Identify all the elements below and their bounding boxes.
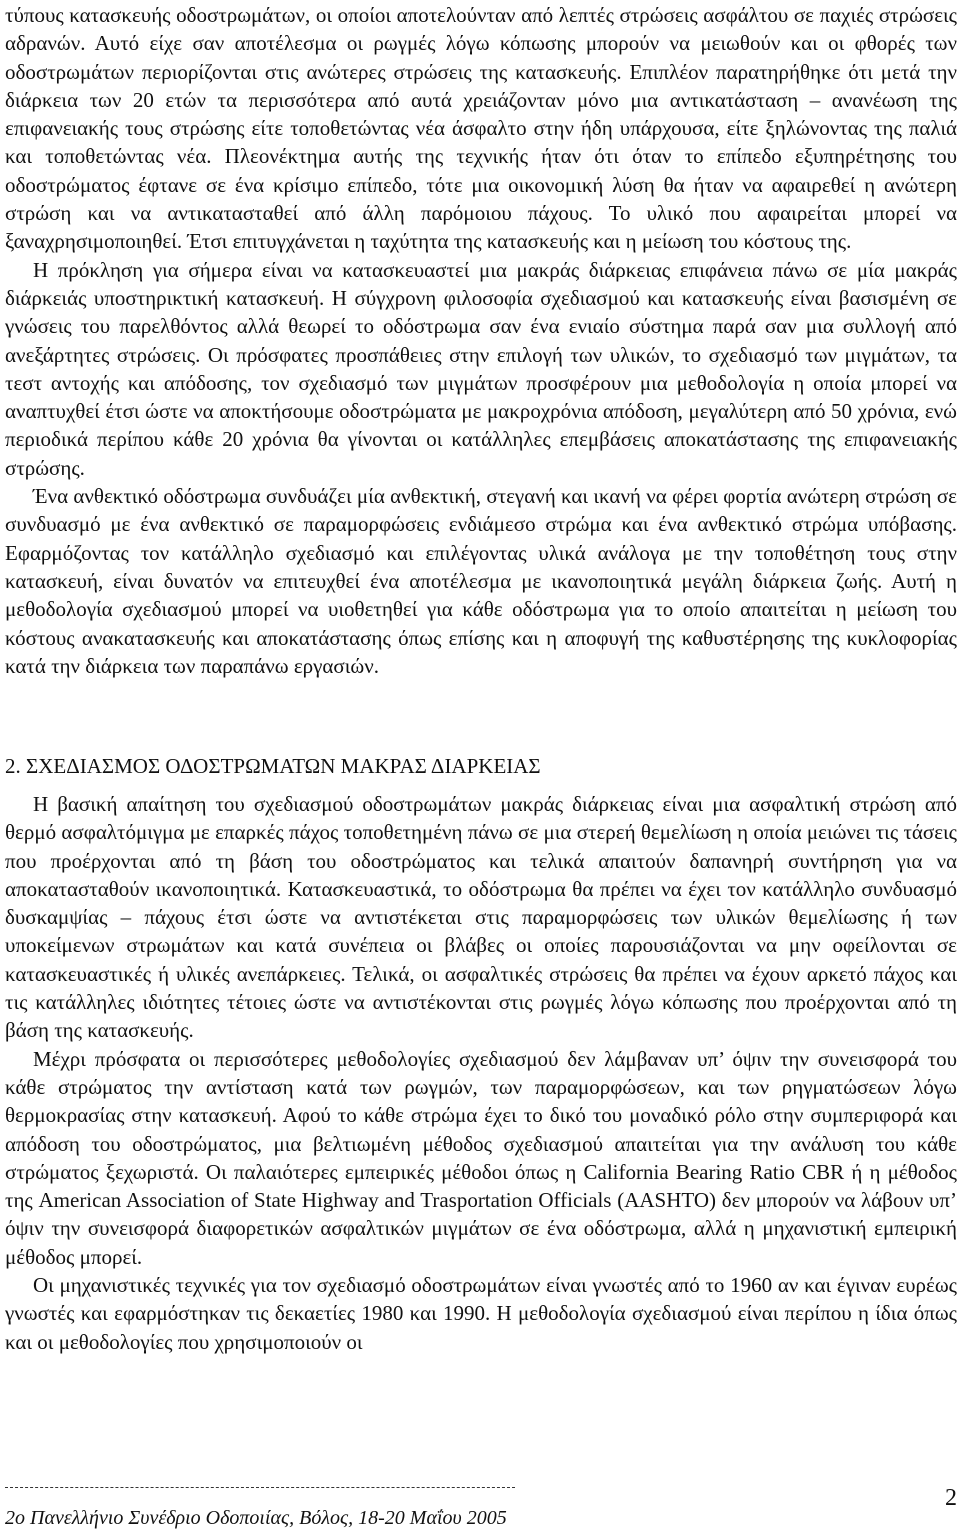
paragraph: Ένα ανθεκτικό οδόστρωμα συνδυάζει μία ανθεκτική, στεγανή και ικανή να φέρει φορτία ανώτερη στρώση σε συνδυασμό με ένα ανθεκτικό σε παραμορφώσεις ενδιάμεσο στρώμα και ένα ανθεκτικό στρώμα υπόβασης. Εφαρμόζοντας τον κατάλληλο σχεδιασμό και επιλέγοντας υλικά ανάλογα με την τοποθέτηση τους στην κατασκευή, είναι δυνατόν να επιτευχθεί ένα αποτέλεσμα με ικανοποιητικά μεγάλη διάρκεια ζωής. Αυτή η μεθοδολογία σχεδιασμού μπορεί να υιοθετηθεί για κάθε οδόστρωμα για το οποίο απαιτείται η μείωση του κόστους ανακατασκευής και αποκατάστασης όπως επίσης και η αποφυγή της καθυστέρησης της κυκλοφορίας κατά την διάρκεια των παραπάνω εργασιών.	[5, 484, 957, 678]
paragraph: Οι μηχανιστικές τεχνικές για τον σχεδιασμό οδοστρωμάτων είναι γνωστές από το 1960 αν και έγιναν ευρέως γνωστές και εφαρμόστηκαν τις δεκαετίες 1980 και 1990. Η μεθοδολογία σχεδιασμού είναι περίπου η ίδια όπως και οι μεθοδολογίες που χρησιμοποιούν οι	[5, 1273, 957, 1354]
paragraph: Μέχρι πρόσφατα οι περισσότερες μεθοδολογίες σχεδιασμού δεν λάμβαναν υπ’ όψιν την συνεισφορά του κάθε στρώματος την αντίσταση κατά των ρωγμών, των παραμορφώσεων, και των ρηγματώσεων λόγω θερμοκρασίας στην κατασκευή. Αφού το κάθε στρώμα έχει το δικό του μοναδικό ρόλο στην συμπεριφορά και απόδοση του οδοστρώματος, μια βελτιωμένη μέθοδος σχεδιασμού απαιτείται για την ανάλυση του κάθε στρώματος ξεχωριστά. Οι παλαιότερες εμπειρικές μέθοδοι όπως η California Bearing Ratio CBR ή η μέθοδος της American Association of State Highway and Trasportation Officials (AASHTO) δεν μπορούν να λάβουν υπ’ όψιν την συνεισφορά διαφορετικών ασφαλτικών μιγμάτων σε ένα οδόστρωμα, αλλά η μηχανιστική εμπειρική μέθοδος μπορεί.	[5, 1046, 957, 1269]
footer-divider	[5, 1487, 515, 1488]
text-block-intro	[5, 1, 957, 680]
paragraph: Η βασική απαίτηση του σχεδιασμού οδοστρωμάτων μακράς διάρκειας είναι μια ασφαλτική στρώση από θερμό ασφαλτόμιγμα με επαρκές πάχος τοποθετημένη πάνω σε μια στερεή θεμελίωση η οποία μειώνει τις τάσεις που προέρχονται από τη βάση του οδοστρώματος και τελικά απαιτούν δαπανηρή συντήρηση για να αποκατασταθούν ικανοποιητικά. Κατασκευαστικά, το οδόστρωμα θα πρέπει να έχει τον κατάλληλο συνδυασμό δυσκαμψίας – πάχους έτσι ώστε να αντιστέκεται στις παραμορφώσεις των υλικών θεμελίωσης ή των υποκείμενων στρωμάτων και κατά συνέπεια οι βλάβες οι οποίες παρουσιάζονται να μην οφείλονται σε κατασκευαστικές ή υλικές ανεπάρκειες. Τελικά, οι ασφαλτικές στρώσεις θα πρέπει να έχουν αρκετό πάχος και τις κατάλληλες ιδιότητες τέτοιες ώστε να αντιστέκονται στις ρωγμές λόγω κόπωσης που προέρχονται από τη βάση της κατασκευής.	[5, 792, 957, 1043]
document-page	[5, 0, 957, 1536]
text-block-section-2	[5, 790, 957, 1356]
paragraph: Η πρόκληση για σήμερα είναι να κατασκευαστεί μια μακράς διάρκειας επιφάνεια πάνω σε μία μακράς διάρκειάς υποστηρικτική κατασκευή. Η σύγχρονη φιλοσοφία σχεδιασμού και κατασκευής είναι βασισμένη σε γνώσεις του παρελθόντος αλλά θεωρεί το οδόστρωμα σαν ένα ενιαίο σύστημα παρά σαν μια συλλογή από ανεξάρτητες στρώσεις. Οι πρόσφατες προσπάθειες στην επιλογή των υλικών, το σχεδιασμό των μιγμάτων, τα τεστ αντοχής και απόδοσης, τον σχεδιασμό των μιγμάτων προσφέρουν μια μεθοδολογία η οποία μπορεί να αναπτυχθεί έτσι ώστε να αποκτήσουμε οδοστρώματα με μακροχρόνια απόδοση, μεγαλύτερη από 50 χρόνια, ενώ περιοδικά περίπου κάθε 20 χρόνια θα γίνονται οι κατάλληλες επεμβάσεις αποκατάστασης της επιφανειακής στρώσης.	[5, 257, 957, 480]
footer-conference-note: 2ο Πανελλήνιο Συνέδριο Οδοποιίας, Βόλος, 18-20 Μαΐου 2005	[5, 1507, 507, 1529]
page-number: 2	[945, 1485, 957, 1511]
section-heading: 2. ΣΧΕΔΙΑΣΜΟΣ ΟΔΟΣΤΡΩΜΑΤΩΝ ΜΑΚΡΑΣ ΔΙΑΡΚΕΙΑΣ	[5, 754, 541, 778]
paragraph: τύπους κατασκευής οδοστρωμάτων, οι οποίοι αποτελούνταν από λεπτές στρώσεις ασφάλτου σε παχιές στρώσεις αδρανών. Αυτό είχε σαν αποτέλεσμα οι ρωγμές λόγω κόπωσης μπορούν να μειωθούν και οι φθορές των οδοστρωμάτων περιορίζονται στις ανώτερες στρώσεις της κατασκευής. Επιπλέον παρατηρήθηκε ότι μετά την διάρκεια των 20 ετών τα περισσότερα από αυτά χρειάζονταν μόνο μια αντικατάσταση – ανανέωση της επιφανειακής τους στρώσης είτε τοποθετώντας νέα άσφαλτο στην ήδη υπάρχουσα, είτε ξηλώνοντας της παλιά και τοποθετώντας νέα. Πλεονέκτημα αυτής της τεχνικής ήταν ότι όταν το επίπεδο εξυπηρέτησης του οδοστρώματος έφτανε σε ένα κρίσιμο επίπεδο, τότε μια οικονομική λύση θα ήταν να αφαιρεθεί η ανώτερη στρώση και να αντικατασταθεί από άλλη παρόμοιου πάχους. Το υλικό που αφαιρείται μπορεί να ξαναχρησιμοποιηθεί. Έτσι επιτυγχάνεται η ταχύτητα της κατασκευής και η μείωση του κόστους της.	[5, 3, 957, 254]
